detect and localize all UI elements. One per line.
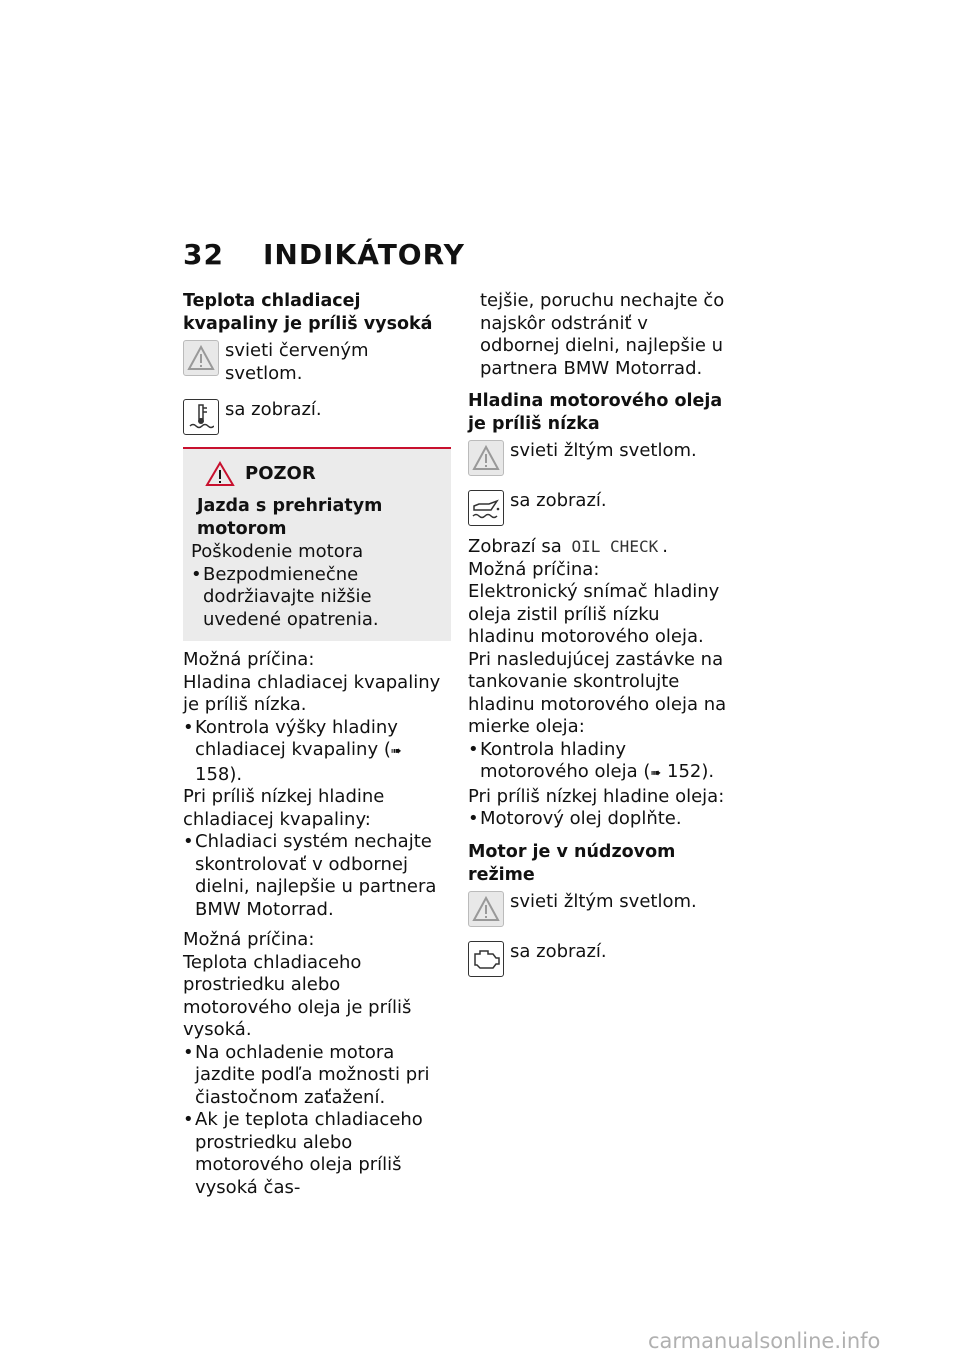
page-number: 32	[183, 238, 224, 271]
oil-can-icon	[468, 490, 504, 526]
oil-cause-label: Možná príčina:	[468, 558, 600, 580]
caution-label	[205, 461, 443, 487]
emergency-warning-row	[468, 891, 730, 927]
oil-after: Pri príliš nízkej hladine oleja:	[468, 785, 725, 807]
oil-check-code: OIL CHECK	[571, 537, 659, 556]
oil-bullet-text: Kontrola hladiny motorového oleja (	[480, 738, 651, 782]
page-ref-arrow-icon: ➠	[390, 744, 402, 759]
oil-bullet2-text: Motorový olej doplňte.	[480, 808, 682, 829]
oil-display-line	[468, 536, 730, 559]
continued-text: tejšie, poruchu nechajte čo najskôr odstrániť v odbornej dielni, najlepšie u partnera BMW Motorrad.	[480, 290, 725, 379]
cause1-bullet-text: Kontrola výšky hladiny chladiacej kvapaliny (	[195, 716, 398, 760]
cause1-bullet2: • Chladiaci systém nechajte skontrolovať v odbornej dielni, najlepšie u partnera BMW Motorrad.	[183, 831, 451, 921]
caution-title: Jazda s prehriatym motorom	[197, 496, 383, 539]
cause2-label: Možná príčina:	[183, 929, 315, 950]
page-ref-arrow-icon: ➠	[650, 766, 662, 781]
cause1-ref: 158).	[195, 763, 243, 785]
section-heading-oil: Hladina motorového oleja je príliš nízka	[468, 391, 723, 434]
warning-triangle-icon	[468, 440, 504, 476]
cause1-text: Hladina chladiacej kvapaliny je príliš nízka.	[183, 671, 441, 715]
caution-bullet: • Bezpodmienečne dodržiavajte nižšie uvedené opatrenia.	[191, 564, 443, 632]
watermark: carmanualsonline.info	[648, 1329, 881, 1353]
cause2-bullet1-text: Na ochladenie motora jazdite podľa možnosti pri čiastočnom zaťažení.	[195, 1041, 430, 1108]
oil-warning-row	[468, 440, 730, 476]
page-header	[183, 238, 465, 271]
coolant-warning-row	[183, 340, 451, 385]
oil-level-row	[468, 490, 730, 526]
cause1-bullet2-text: Chladiaci systém nechajte skontrolovať v odbornej dielni, najlepšie u partnera BMW Motorrad.	[195, 831, 437, 920]
oil-display-prefix: Zobrazí sa	[468, 536, 562, 557]
emergency-display-text: sa zobrazí.	[510, 940, 607, 962]
section-heading-emergency: Motor je v núdzovom režime	[468, 841, 676, 885]
engine-row	[468, 941, 730, 977]
engine-icon	[468, 941, 504, 977]
coolant-temperature-icon	[183, 399, 219, 435]
oil-ref: 152).	[667, 761, 715, 782]
oil-display-text: sa zobrazí.	[510, 490, 607, 511]
emergency-light-text: svieti žltým svetlom.	[510, 890, 697, 912]
coolant-temp-row	[183, 399, 451, 435]
warning-triangle-icon	[468, 891, 504, 927]
coolant-light-text: svieti červeným svetlom.	[225, 340, 369, 384]
oil-bullet: • Kontrola hladiny motorového oleja (➠ 152).	[468, 738, 715, 782]
cause1-label: Možná príčina:	[183, 649, 315, 670]
warning-triangle-icon	[183, 340, 219, 376]
oil-bullet2: • Motorový olej doplňte.	[468, 808, 682, 829]
coolant-display-text: sa zobrazí.	[225, 399, 322, 420]
cause1-after: Pri príliš nízkej hladine chladiacej kvapaliny:	[183, 786, 385, 830]
oil-light-text: svieti žltým svetlom.	[510, 440, 697, 461]
left-column	[183, 290, 451, 1199]
oil-cause-text: Elektronický snímač hladiny oleja zistil príliš nízku hladinu motorového oleja. Pri nasledujúcej zastávke na tankovanie skontrolujte hladinu motorového oleja na mierke oleja:	[468, 581, 727, 737]
cause1-bullet: • Kontrola výšky hladiny chladiacej kvapaliny (➠ 158).	[183, 716, 402, 785]
cause2-bullet2: • Ak je teplota chladiaceho prostriedku alebo motorového oleja príliš vysoká čas-	[183, 1109, 451, 1199]
cause2-bullet2-text: Ak je teplota chladiaceho prostriedku alebo motorového oleja príliš vysoká čas-	[195, 1109, 423, 1198]
oil-display-suffix: .	[662, 536, 668, 557]
section-heading-coolant: Teplota chladiacej kvapaliny je príliš vysoká	[183, 291, 433, 334]
page-title: INDIKÁTORY	[263, 238, 465, 271]
caution-bullet-text: Bezpodmienečne dodržiavajte nižšie uvedené opatrenia.	[203, 563, 379, 630]
caution-label-text: POZOR	[245, 462, 316, 484]
caution-box	[183, 447, 451, 641]
caution-line: Poškodenie motora	[191, 541, 364, 562]
cause2-bullet1: • Na ochladenie motora jazdite podľa možnosti pri čiastočnom zaťažení.	[183, 1042, 451, 1110]
caution-triangle-icon	[205, 461, 235, 487]
right-column	[468, 290, 730, 977]
cause2-text: Teplota chladiaceho prostriedku alebo motorového oleja je príliš vysoká.	[183, 951, 412, 1040]
